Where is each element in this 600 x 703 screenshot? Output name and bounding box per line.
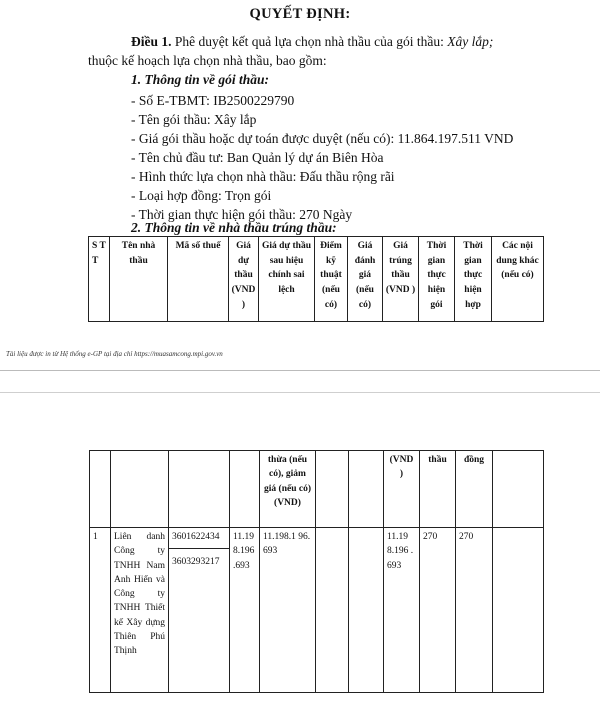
cell-evaluated-price: [349, 528, 384, 693]
cell-tax-codes: [169, 528, 230, 693]
article-1-label: Điều 1.: [131, 34, 172, 49]
col-technical-score: Điểm kỹ thuật (nếu có): [315, 237, 348, 322]
egp-footer-note: Tài liệu được in từ Hệ thống e-GP tại địa chỉ https://muasamcong.mpi.gov.vn: [6, 350, 223, 358]
col-package-duration: Thời gian thực hiện gói: [419, 237, 455, 322]
table-row: [90, 528, 544, 693]
section-2-heading: 2. Thông tin về nhà thầu trúng thầu:: [131, 220, 337, 235]
info-item-selection-method: - Hình thức lựa chọn nhà thầu: Đấu thầu rộng rãi: [131, 169, 395, 184]
cell-technical-score: [316, 528, 349, 693]
package-name: Xây lắp;: [447, 34, 494, 49]
article-1-line-2: thuộc kế hoạch lựa chọn nhà thầu, bao gồm:: [88, 53, 327, 68]
col-stt: S T T: [89, 237, 110, 322]
col-winning-price: Giá trúng thầu (VND ): [383, 237, 419, 322]
info-item-package-name: - Tên gói thầu: Xây lắp: [131, 112, 257, 127]
col-tax-code: Mã số thuế: [168, 237, 229, 322]
info-item-contract-type: - Loại hợp đồng: Trọn gói: [131, 188, 272, 203]
article-1-text: Phê duyệt kết quả lựa chọn nhà thầu của gói thầu:: [171, 34, 448, 49]
tax-code-2: 3603293217: [172, 557, 220, 568]
cell-stt: 1: [90, 528, 111, 693]
col-corrected-price-cont: thừa (nếu có), giảm giá (nếu có) (VND): [260, 451, 316, 528]
section-1-heading: 1. Thông tin về gói thầu:: [131, 72, 270, 87]
cell-other-content: [493, 528, 544, 693]
col-other-content: Các nội dung khác (nếu có): [492, 237, 544, 322]
tax-code-1: 3601622434: [169, 530, 229, 549]
cell-contract-duration: 270: [456, 528, 493, 693]
winner-table-header: [88, 236, 544, 322]
winner-table-continued: [89, 450, 544, 693]
info-item-duration: - Thời gian thực hiện gói thầu: 270 Ngày: [131, 207, 353, 222]
cell-bid-price: 11.19 8.196 .693: [230, 528, 260, 693]
col-evaluated-price: Giá đánh giá (nếu có): [348, 237, 383, 322]
cell-package-duration: 270: [420, 528, 456, 693]
col-contract-duration: Thời gian thực hiện hợp: [455, 237, 492, 322]
cell-winning-price: 11.19 8.196 .693: [384, 528, 420, 693]
cell-contractor-name: Liên danh Công ty TNHH Nam Anh Hiển và Công ty TNHH Thiết kế Xây dựng Thiên Phú Thịnh: [111, 528, 169, 693]
article-1-line: [131, 34, 493, 50]
document-page-1: [0, 0, 600, 346]
info-item-package-price: - Giá gói thầu hoặc dự toán được duyệt (nếu có): 11.864.197.511 VND: [131, 131, 514, 146]
cell-corrected-price: 11.198.1 96.693: [260, 528, 316, 693]
decision-title: QUYẾT ĐỊNH:: [249, 6, 351, 22]
col-corrected-price: Giá dự thầu sau hiệu chính sai lệch: [259, 237, 315, 322]
page-separator: [0, 370, 600, 371]
col-contract-duration-cont: đồng: [456, 451, 493, 528]
col-bid-price: Giá dự thầu (VND ): [229, 237, 259, 322]
col-winning-price-cont: (VND ): [384, 451, 420, 528]
info-item-etbmt: - Số E-TBMT: IB2500229790: [131, 93, 295, 108]
col-package-duration-cont: thầu: [420, 451, 456, 528]
info-item-investor: - Tên chủ đầu tư: Ban Quản lý dự án Biên Hòa: [131, 150, 384, 165]
col-contractor-name: Tên nhà thầu: [110, 237, 168, 322]
